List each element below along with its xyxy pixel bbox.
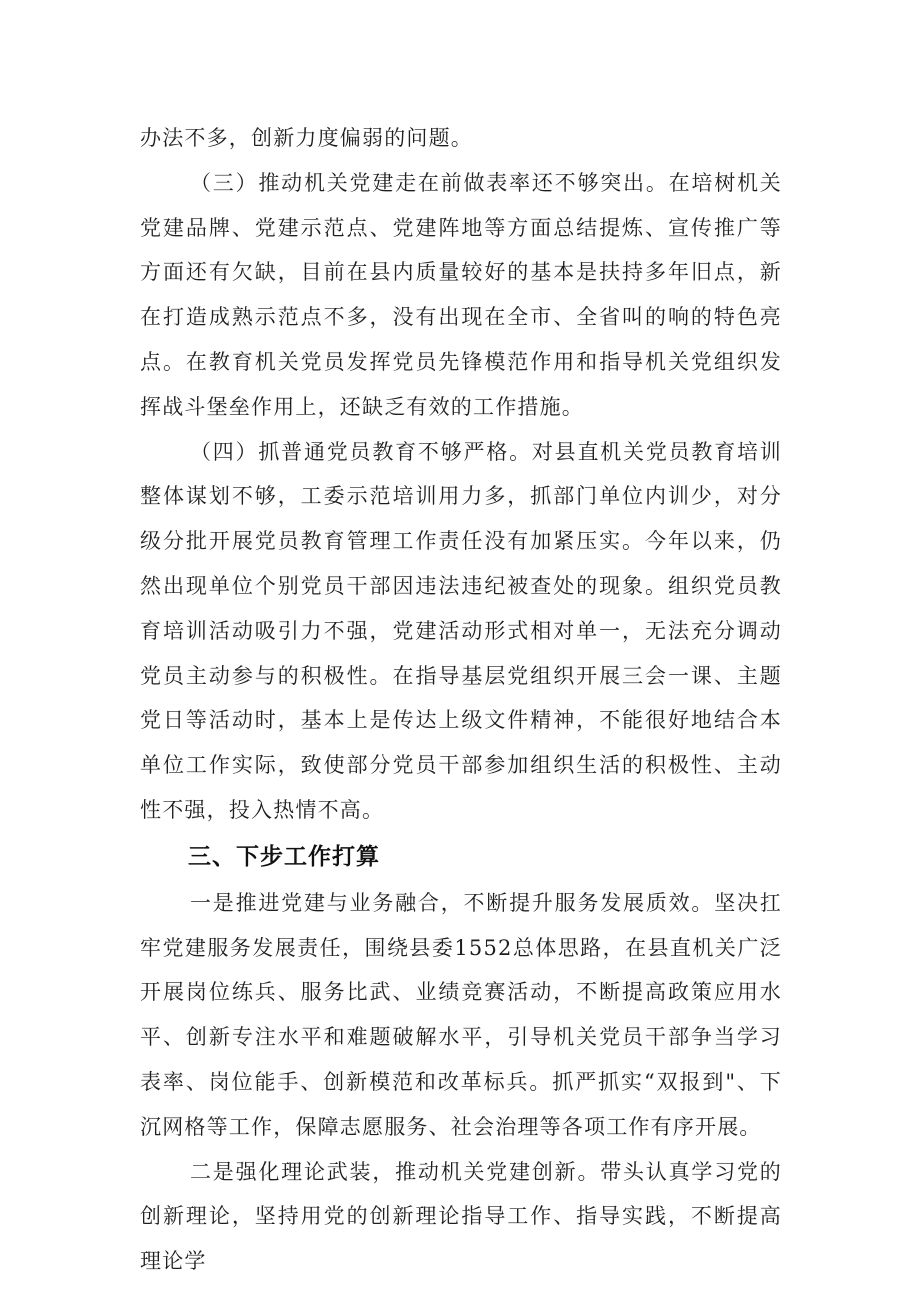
- paragraph-plan-one: 一是推进党建与业务融合，不断提升服务发展质效。坚决扛牢党建服务发展责任，围绕县委1552总体思路，在县直机关广泛开展岗位练兵、服务比武、业绩竞赛活动，不断提高政策应用水平、创新专注水平和难题破解水平，引导机关党员干部争当学习表率、岗位能手、创新模范和改革标兵。抓严抓实“双报到"、下沉网格等工作，保障志愿服务、社会治理等各项工作有序开展。: [140, 890, 782, 1139]
- paragraph-continuation: 办法不多，创新力度偏弱的问题。: [140, 126, 473, 150]
- paragraph-item-four: （四）抓普通党员教育不够严格。对县直机关党员教育培训整体谋划不够，工委示范培训用力多，抓部门单位内训少，对分级分批开展党员教育管理工作责任没有加紧压实。今年以来，仍然出现单位个别党员干部因违法违纪被查处的现象。组织党员教育培训活动吸引力不强，党建活动形式相对单一，无法充分调动党员主动参与的积极性。在指导基层党组织开展三会一课、主题党日等活动时，基本上是传达上级文件精神，不能很好地结合本单位工作实际，致使部分党员干部参加组织生活的积极性、主动性不强，投入热情不高。: [140, 439, 782, 822]
- paragraph-plan-two: 二是强化理论武装，推动机关党建创新。带头认真学习党的创新理论，坚持用党的创新理论指导工作、指导实践，不断提高理论学: [140, 1159, 782, 1274]
- paragraph-item-three: （三）推动机关党建走在前做表率还不够突出。在培树机关党建品牌、党建示范点、党建阵地等方面总结提炼、宣传推广等方面还有欠缺，目前在县内质量较好的基本是扶持多年旧点，新在打造成熟示范点不多，没有出现在全市、全省叫的响的特色亮点。在教育机关党员发挥党员先锋模范作用和指导机关党组织发挥战斗堡垒作用上，还缺乏有效的工作措施。: [140, 170, 782, 419]
- document-body: [140, 116, 782, 1284]
- section-heading: 三、下步工作打算: [188, 843, 380, 870]
